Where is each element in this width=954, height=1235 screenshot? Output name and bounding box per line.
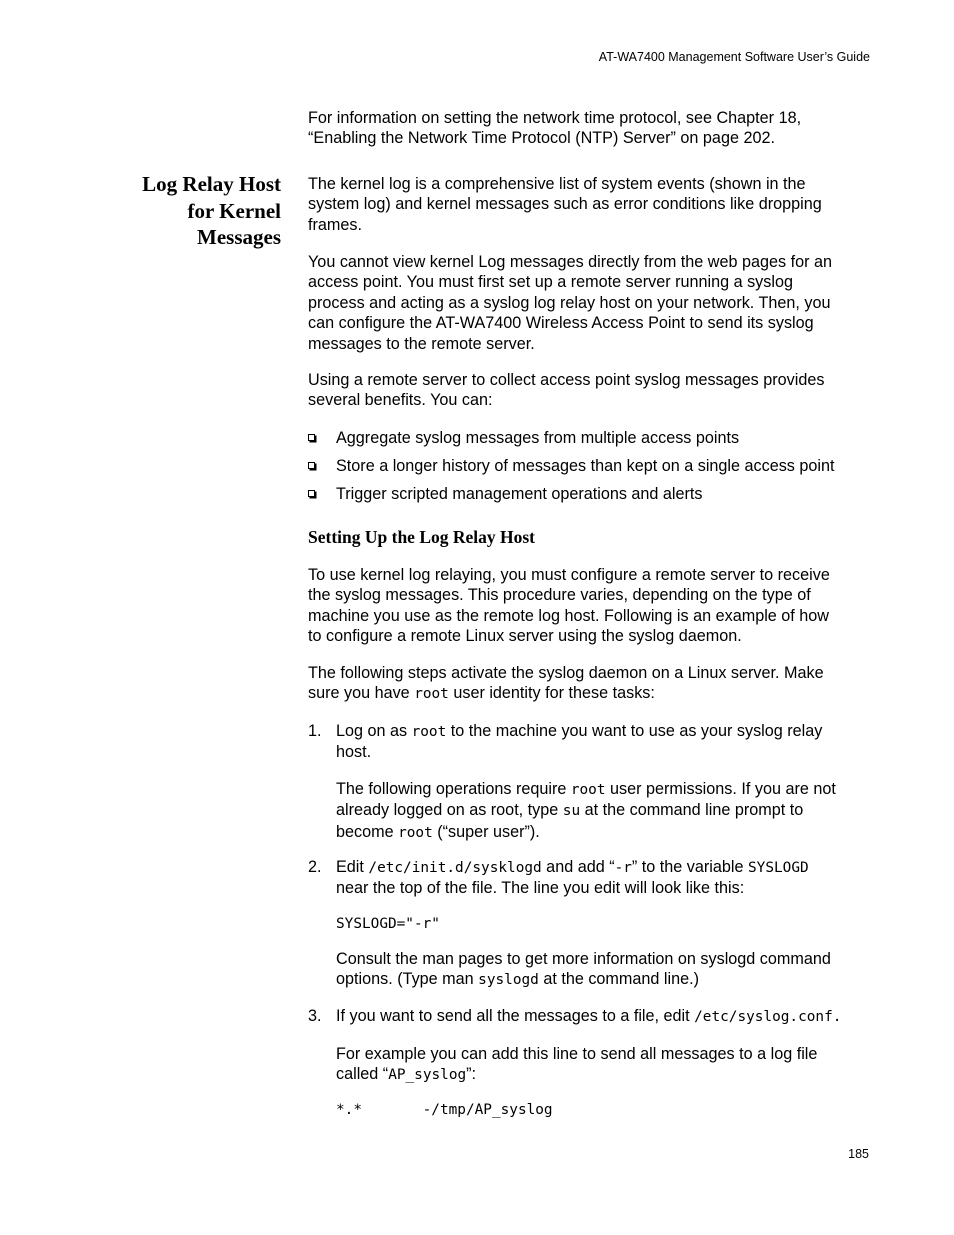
inline-code: root xyxy=(414,686,449,703)
inline-code: AP_syslog xyxy=(388,1067,467,1084)
text-line xyxy=(336,721,871,742)
step-text xyxy=(336,1006,871,1027)
inline-code: root xyxy=(570,782,606,798)
text-run: called “ xyxy=(336,1065,389,1084)
text-line xyxy=(336,1064,871,1085)
text-run: options. (Type man xyxy=(336,970,479,989)
text-line xyxy=(336,857,871,878)
step-text xyxy=(336,857,871,899)
text-line xyxy=(336,800,871,821)
checkbox-bullet-icon xyxy=(308,462,315,469)
text-line xyxy=(336,779,871,800)
step-note xyxy=(336,779,871,843)
text-run: become xyxy=(336,822,399,841)
step-number: 2. xyxy=(308,858,322,876)
text-line: can configure the AT-WA7400 Wireless Access Point to send its syslog xyxy=(308,314,814,333)
text-line: access point. You must first set up a remote server running a syslog xyxy=(308,273,793,292)
intro-paragraph xyxy=(308,108,868,149)
inline-code: /etc/syslog.conf. xyxy=(694,1009,842,1025)
text-line: near the top of the file. The line you edit will look like this: xyxy=(336,879,745,898)
paragraph xyxy=(308,174,868,235)
text-line: several benefits. You can: xyxy=(308,391,493,410)
checkbox-bullet-icon xyxy=(308,434,315,441)
code-line: SYSLOGD="-r" xyxy=(336,916,440,932)
text-line: system log) and kernel messages such as error conditions like dropping xyxy=(308,195,822,214)
heading-line: for Kernel xyxy=(187,198,281,223)
list-item-text: Trigger scripted management operations and alerts xyxy=(336,485,703,503)
text-run: and add “ xyxy=(541,858,615,876)
text-line: to configure a remote Linux server using the syslog daemon. xyxy=(308,627,742,646)
step-note xyxy=(336,1044,871,1086)
text-line: To use kernel log relaying, you must configure a remote server to receive xyxy=(308,566,830,584)
text-line: The following steps activate the syslog daemon on a Linux server. Make xyxy=(308,664,824,682)
inline-code: root xyxy=(398,824,433,841)
page-number: 185 xyxy=(848,1147,869,1161)
text-run: user identity for these tasks: xyxy=(448,684,655,703)
subsection-heading: Setting Up the Log Relay Host xyxy=(308,527,536,547)
heading-line: Log Relay Host xyxy=(142,172,281,196)
paragraph xyxy=(308,370,868,411)
text-line: The kernel log is a comprehensive list of system events (shown in the xyxy=(308,175,806,193)
text-run: already logged on as root, type xyxy=(336,801,563,820)
text-line: For example you can add this line to send all messages to a log file xyxy=(336,1045,818,1063)
text-run: at the command line prompt to xyxy=(580,801,804,820)
text-line: messages to the remote server. xyxy=(308,334,535,353)
text-run: user permissions. If you are not xyxy=(605,780,836,798)
running-header: AT-WA7400 Management Software User’s Guide xyxy=(598,50,870,64)
inline-code: su xyxy=(562,803,581,820)
paragraph xyxy=(308,663,868,705)
text-line xyxy=(336,969,871,990)
text-line: process and acting as a syslog log relay host on your network. Then, you xyxy=(308,293,831,312)
step-text xyxy=(336,721,871,763)
text-run: ”: xyxy=(466,1065,477,1084)
paragraph xyxy=(308,565,868,647)
inline-code: root xyxy=(411,724,447,740)
text-line xyxy=(336,1006,871,1027)
text-line xyxy=(336,822,871,843)
inline-code: -r xyxy=(614,860,632,876)
checkbox-bullet-icon xyxy=(308,490,315,497)
step-number: 1. xyxy=(308,722,322,740)
step-note xyxy=(336,949,871,991)
text-run: to the machine you want to use as your syslog relay xyxy=(446,722,823,740)
text-run: (“super user”). xyxy=(432,822,540,841)
text-line: Using a remote server to collect access point syslog messages provides xyxy=(308,371,825,389)
text-line: Consult the man pages to get more information on syslogd command xyxy=(336,950,831,968)
text-run: at the command line.) xyxy=(538,970,699,989)
heading-line: Messages xyxy=(197,225,281,250)
section-heading xyxy=(100,171,281,251)
text-run: The following operations require xyxy=(336,780,571,798)
code-line: *.* -/tmp/AP_syslog xyxy=(336,1102,553,1118)
list-item-text: Store a longer history of messages than kept on a single access point xyxy=(336,457,835,475)
text-line xyxy=(308,683,868,704)
intro-line: “Enabling the Network Time Protocol (NTP) Server” on page 202. xyxy=(308,129,775,148)
text-run: Log on as xyxy=(336,722,412,740)
inline-code: syslogd xyxy=(478,972,539,989)
list-item-text: Aggregate syslog messages from multiple access points xyxy=(336,429,740,447)
text-line: You cannot view kernel Log messages directly from the web pages for an xyxy=(308,253,832,271)
step-number: 3. xyxy=(308,1007,322,1025)
text-line: host. xyxy=(336,743,372,762)
inline-code: /etc/init.d/sysklogd xyxy=(368,860,542,876)
text-run: Edit xyxy=(336,858,369,876)
text-line: the syslog messages. This procedure varies, depending on the type of xyxy=(308,586,811,605)
inline-code: SYSLOGD xyxy=(748,860,809,876)
text-run: sure you have xyxy=(308,684,415,703)
text-line: frames. xyxy=(308,215,362,234)
paragraph xyxy=(308,252,868,354)
text-run: If you want to send all the messages to a file, edit xyxy=(336,1007,695,1025)
intro-line: For information on setting the network time protocol, see Chapter 18, xyxy=(308,109,802,127)
text-line: machine you use as the remote log host. Following is an example of how xyxy=(308,606,829,625)
text-run: ” to the variable xyxy=(631,858,748,876)
